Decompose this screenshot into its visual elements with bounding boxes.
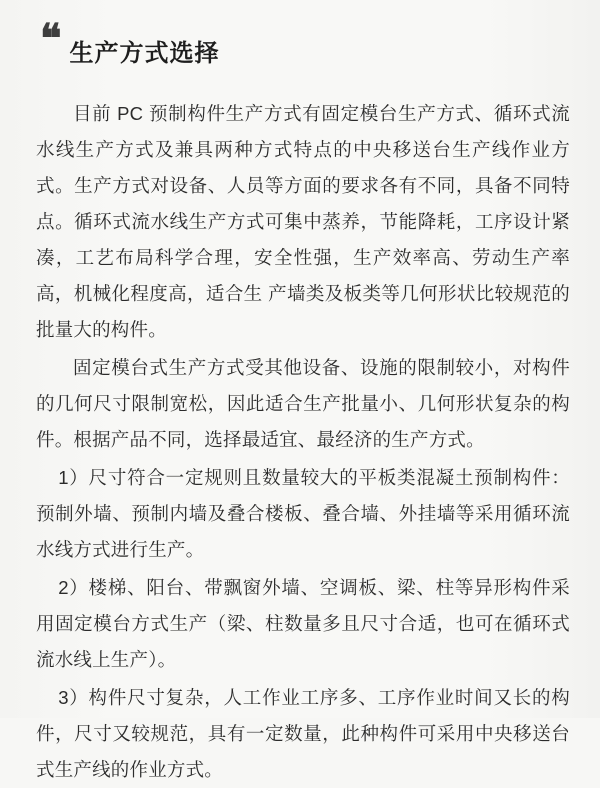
- paragraph: 固定模台式生产方式受其他设备、设施的限制较小，对构件的几何尺寸限制宽松，因此适合生产批量小、几何形状复杂的构件。根据产品不同，选择最适宜、最经济的生产方式。: [36, 357, 570, 451]
- paragraph: 目前 PC 预制构件生产方式有固定模台生产方式、循环式流水线生产方式及兼具两种方式特点的中央移送台生产线作业方式。生产方式对设备、人员等方面的要求各有不同，具备不同特点。循环式流水线生产方式可集中蒸养，节能降耗，工序设计紧凑，工艺布局科学合理，安全性强，生产效率高、劳动生产率高，机械化程度高，适合生 产墙类及板类等几何形状比较规范的批量大的构件。: [36, 103, 570, 341]
- document-body: [26, 96, 574, 788]
- paragraph: 2）楼梯、阳台、带飘窗外墙、空调板、梁、柱等异形构件采用固定模台方式生产（梁、柱数量多且尺寸合适，也可在循环式流水线上生产）。: [36, 577, 570, 671]
- quote-icon: ❝: [40, 15, 60, 62]
- paragraph: 1）尺寸符合一定规则且数量较大的平板类混凝土预制构件：预制外墙、预制内墙及叠合楼板、叠合墙、外挂墙等采用循环流水线方式进行生产。: [36, 467, 570, 561]
- page-title: 生产方式选择: [69, 40, 220, 68]
- document-header: [40, 15, 574, 86]
- paragraph: 3）构件尺寸复杂，人工作业工序多、工序作业时间又长的构件，尺寸又较规范，具有一定数量，此种构件可采用中央移送台式生产线的作业方式。: [36, 687, 570, 781]
